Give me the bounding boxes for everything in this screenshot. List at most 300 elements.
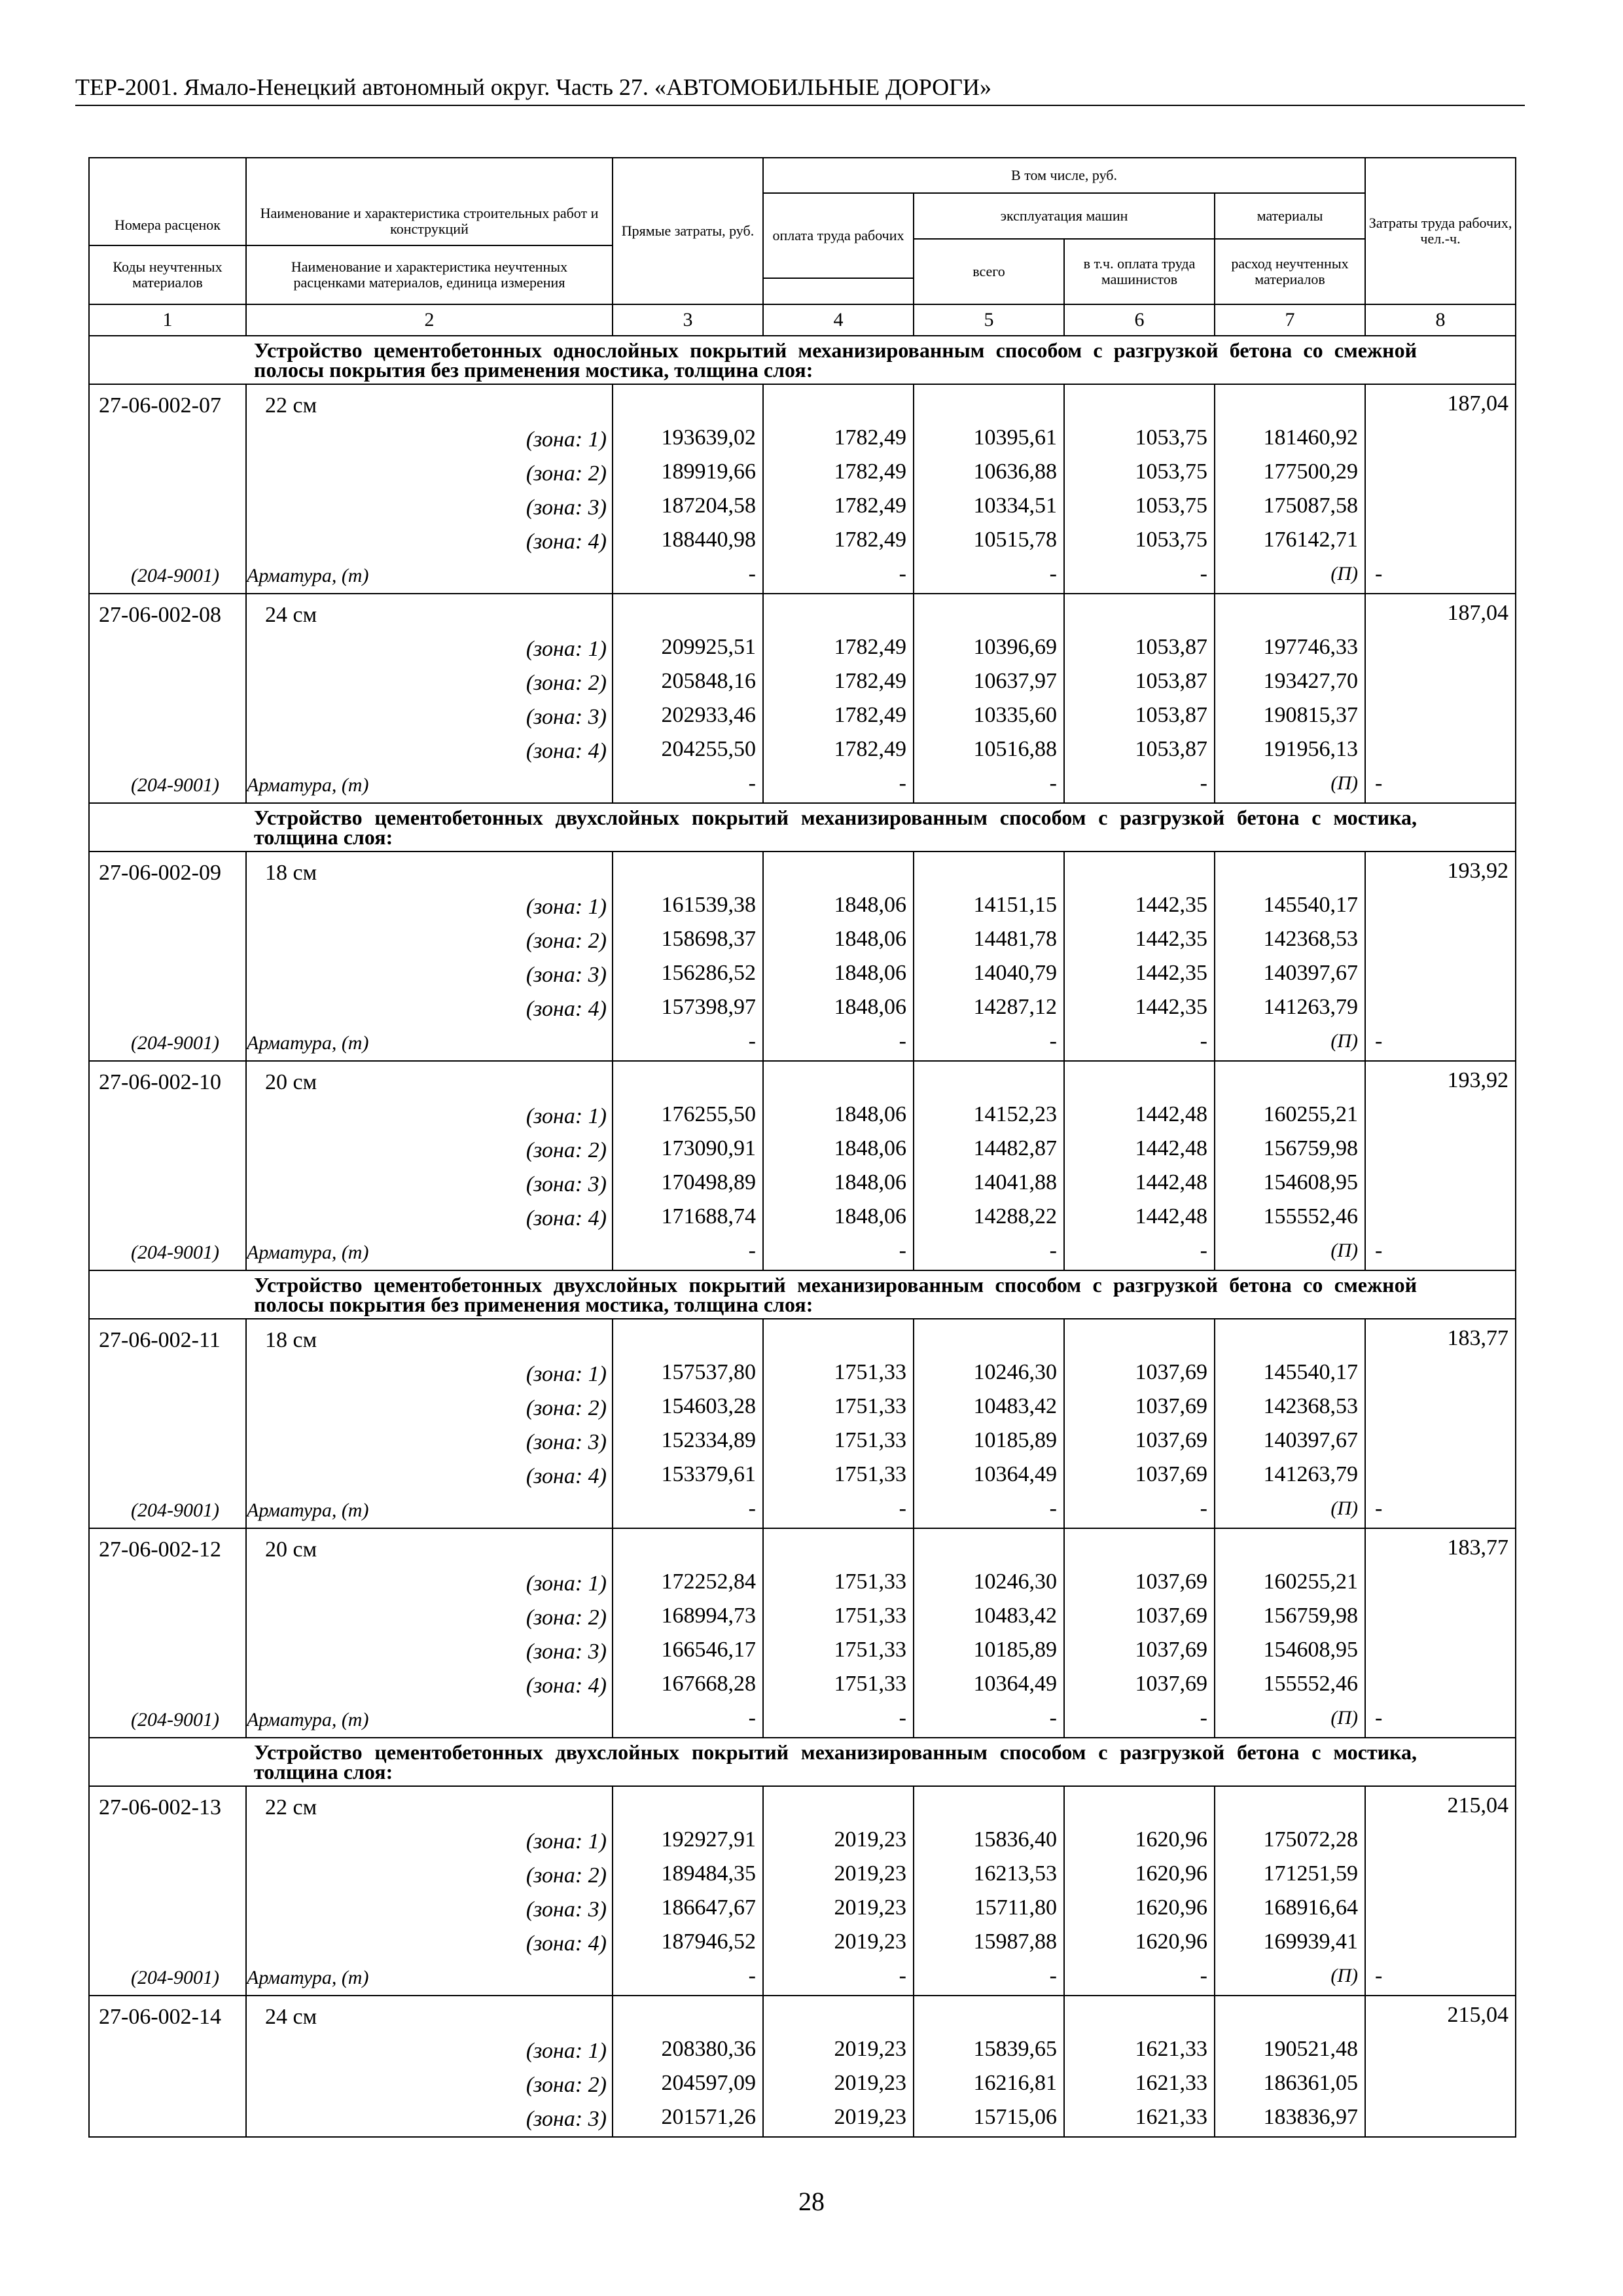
material-flag: (П) bbox=[1330, 1240, 1359, 1261]
material-dash: - bbox=[899, 1964, 906, 1988]
rate-item-col-1 bbox=[89, 1319, 246, 1528]
blank-line bbox=[90, 1893, 245, 1927]
rate-item-col-2 bbox=[246, 852, 613, 1061]
blank-line bbox=[90, 1168, 245, 1202]
value-direct: 167668,28 bbox=[661, 1672, 756, 1696]
value-mat: 177500,29 bbox=[1263, 459, 1359, 484]
rate-item-col-4 bbox=[763, 1786, 914, 1996]
rate-item-row bbox=[89, 1061, 1516, 1270]
blank-line bbox=[613, 1998, 762, 2032]
value-mach: 15839,65 bbox=[973, 2037, 1057, 2061]
value-direct: 204255,50 bbox=[661, 737, 756, 761]
value-direct: 176255,50 bbox=[661, 1102, 756, 1126]
value-mat: 141263,79 bbox=[1263, 1462, 1359, 1486]
value-mach: 10364,49 bbox=[973, 1462, 1057, 1486]
material-dash: - bbox=[899, 1496, 906, 1520]
value-mach: 10334,51 bbox=[973, 493, 1057, 518]
blank-line bbox=[613, 1064, 762, 1098]
labor-cost-value: 215,04 bbox=[1447, 1793, 1509, 1818]
value-direct: 161539,38 bbox=[661, 893, 756, 917]
rate-item-col-3 bbox=[613, 594, 763, 803]
value-mach: 10246,30 bbox=[973, 1360, 1057, 1384]
value-mach_pay: 1621,33 bbox=[1135, 2037, 1207, 2061]
value-mach_pay: 1037,69 bbox=[1135, 1672, 1207, 1696]
value-pay: 1848,06 bbox=[834, 961, 906, 985]
value-pay: 1751,33 bbox=[834, 1672, 906, 1696]
value-mach: 10246,30 bbox=[973, 1570, 1057, 1594]
section-header-row bbox=[89, 1270, 1516, 1319]
column-number: 5 bbox=[914, 304, 1064, 336]
blank-line bbox=[1366, 1667, 1515, 1701]
value-pay: 1848,06 bbox=[834, 1204, 906, 1229]
blank-line bbox=[1366, 2100, 1515, 2134]
rate-item-row bbox=[89, 1996, 1516, 2137]
value-pay: 1848,06 bbox=[834, 1170, 906, 1194]
value-mach_pay: 1053,87 bbox=[1135, 669, 1207, 693]
value-pay: 2019,23 bbox=[834, 1929, 906, 1954]
value-mach_pay: 1053,87 bbox=[1135, 703, 1207, 727]
material-code: (204-9001) bbox=[131, 565, 219, 586]
zone-label: (зона: 1) bbox=[526, 2039, 607, 2063]
material-dash: - bbox=[899, 1706, 906, 1730]
value-pay: 1751,33 bbox=[834, 1638, 906, 1662]
value-mat: 168916,64 bbox=[1263, 1895, 1359, 1920]
value-pay: 1848,06 bbox=[834, 893, 906, 917]
column-number: 8 bbox=[1365, 304, 1516, 336]
value-mach: 15715,06 bbox=[973, 2105, 1057, 2129]
value-mat: 186361,05 bbox=[1263, 2071, 1359, 2095]
blank-line bbox=[1366, 1823, 1515, 1857]
material-dash: - bbox=[1375, 1706, 1383, 1730]
page-number: 28 bbox=[798, 2187, 825, 2216]
rate-item-col-7 bbox=[1215, 1786, 1365, 1996]
zone-label: (зона: 2) bbox=[526, 1396, 607, 1420]
value-mach: 15836,40 bbox=[973, 1827, 1057, 1852]
blank-line bbox=[90, 1601, 245, 1635]
rate-item-col-2 bbox=[246, 384, 613, 594]
column-number: 3 bbox=[613, 304, 763, 336]
blank-line bbox=[90, 1567, 245, 1601]
value-mach_pay: 1442,35 bbox=[1135, 961, 1207, 985]
value-mach: 10396,69 bbox=[973, 635, 1057, 659]
material-dash: - bbox=[1049, 1029, 1057, 1053]
material-name: Арматура, (т) bbox=[247, 565, 369, 586]
column-number: 2 bbox=[246, 304, 613, 336]
value-mat: 190815,37 bbox=[1263, 703, 1359, 727]
material-dash: - bbox=[1200, 1029, 1207, 1053]
blank-line bbox=[1366, 2066, 1515, 2100]
rate-item-col-1 bbox=[89, 1061, 246, 1270]
value-mat: 156759,98 bbox=[1263, 1136, 1359, 1160]
col-direct: Прямые затраты, руб. bbox=[613, 158, 763, 304]
blank-line bbox=[914, 1064, 1063, 1098]
labor-cost-value: 215,04 bbox=[1447, 2003, 1509, 2027]
blank-line bbox=[90, 1825, 245, 1859]
value-pay: 1848,06 bbox=[834, 995, 906, 1019]
rate-item-col-4 bbox=[763, 1319, 914, 1528]
blank-line bbox=[1366, 1132, 1515, 1166]
material-dash: - bbox=[748, 1964, 756, 1988]
value-mat: 175087,58 bbox=[1263, 493, 1359, 518]
rate-item-col-2 bbox=[246, 594, 613, 803]
blank-line bbox=[90, 1859, 245, 1893]
value-mat: 183836,97 bbox=[1263, 2105, 1359, 2129]
value-mach: 10516,88 bbox=[973, 737, 1057, 761]
value-mat: 191956,13 bbox=[1263, 737, 1359, 761]
value-pay: 1782,49 bbox=[834, 528, 906, 552]
value-mach_pay: 1053,75 bbox=[1135, 493, 1207, 518]
rate-item-col-7 bbox=[1215, 852, 1365, 1061]
rate-item-col-4 bbox=[763, 1996, 914, 2137]
blank-line bbox=[1065, 387, 1214, 421]
value-mach: 16216,81 bbox=[973, 2071, 1057, 2095]
value-pay: 1782,49 bbox=[834, 703, 906, 727]
blank-line bbox=[1065, 1064, 1214, 1098]
blank-line bbox=[90, 423, 245, 457]
rate-item-col-8 bbox=[1365, 1319, 1516, 1528]
rate-code: 27-06-002-12 bbox=[99, 1537, 221, 1562]
material-flag: (П) bbox=[1330, 772, 1359, 794]
value-mat: 154608,95 bbox=[1263, 1638, 1359, 1662]
rate-code: 27-06-002-11 bbox=[99, 1328, 221, 1352]
rate-item-col-8 bbox=[1365, 1996, 1516, 2137]
material-dash: - bbox=[1375, 1964, 1383, 1988]
zone-label: (зона: 1) bbox=[526, 1571, 607, 1596]
zone-label: (зона: 1) bbox=[526, 1829, 607, 1854]
value-mat: 140397,67 bbox=[1263, 961, 1359, 985]
zone-label: (зона: 4) bbox=[526, 1464, 607, 1488]
value-mat: 155552,46 bbox=[1263, 1672, 1359, 1696]
value-direct: 157537,80 bbox=[661, 1360, 756, 1384]
material-dash: - bbox=[748, 1706, 756, 1730]
zone-label: (зона: 4) bbox=[526, 1931, 607, 1956]
value-mach_pay: 1037,69 bbox=[1135, 1394, 1207, 1418]
zone-label: (зона: 1) bbox=[526, 427, 607, 452]
rate-name: 22 см bbox=[265, 393, 317, 418]
material-flag: (П) bbox=[1330, 1965, 1359, 1986]
blank-line bbox=[613, 1789, 762, 1823]
material-dash: - bbox=[1200, 1238, 1207, 1263]
material-dash: - bbox=[748, 1238, 756, 1263]
blank-line bbox=[1366, 1424, 1515, 1458]
col-code-top: Номера расценок bbox=[89, 158, 246, 245]
value-mach: 14482,87 bbox=[973, 1136, 1057, 1160]
value-pay: 1848,06 bbox=[834, 927, 906, 951]
blank-line bbox=[1366, 888, 1515, 922]
rate-item-col-3 bbox=[613, 1319, 763, 1528]
rate-name: 24 см bbox=[265, 2005, 317, 2029]
value-mat: 181460,92 bbox=[1263, 425, 1359, 450]
zone-label: (зона: 3) bbox=[526, 495, 607, 520]
value-direct: 201571,26 bbox=[661, 2105, 756, 2129]
material-dash: - bbox=[899, 562, 906, 586]
blank-line bbox=[1366, 421, 1515, 455]
blank-line bbox=[90, 632, 245, 666]
zone-label: (зона: 1) bbox=[526, 895, 607, 919]
value-mach_pay: 1037,69 bbox=[1135, 1462, 1207, 1486]
rate-item-col-5 bbox=[914, 1996, 1064, 2137]
blank-line bbox=[1366, 1891, 1515, 1925]
value-mach_pay: 1442,48 bbox=[1135, 1170, 1207, 1194]
value-pay: 1782,49 bbox=[834, 425, 906, 450]
rates-table-wrapper bbox=[88, 157, 1515, 2138]
rate-item-col-5 bbox=[914, 594, 1064, 803]
blank-line bbox=[914, 1789, 1063, 1823]
zone-label: (зона: 1) bbox=[526, 1104, 607, 1128]
material-dash: - bbox=[1375, 1238, 1383, 1263]
material-name: Арматура, (т) bbox=[247, 774, 369, 796]
value-mach: 10483,42 bbox=[973, 1604, 1057, 1628]
rate-item-col-6 bbox=[1064, 1786, 1215, 1996]
value-mat: 175072,28 bbox=[1263, 1827, 1359, 1852]
blank-line bbox=[1366, 2032, 1515, 2066]
rate-item-col-7 bbox=[1215, 594, 1365, 803]
zone-label: (зона: 4) bbox=[526, 1206, 607, 1230]
zone-label: (зона: 2) bbox=[526, 2073, 607, 2097]
blank-line bbox=[90, 1927, 245, 1961]
blank-line bbox=[1215, 1064, 1364, 1098]
material-flag: (П) bbox=[1330, 563, 1359, 584]
blank-line bbox=[90, 525, 245, 559]
zone-label: (зона: 2) bbox=[526, 1605, 607, 1630]
value-pay: 2019,23 bbox=[834, 1861, 906, 1886]
col-machines-total: всего bbox=[914, 239, 1064, 304]
column-number: 4 bbox=[763, 304, 914, 336]
value-pay: 1782,49 bbox=[834, 459, 906, 484]
value-mach_pay: 1037,69 bbox=[1135, 1570, 1207, 1594]
value-mach: 10335,60 bbox=[973, 703, 1057, 727]
section-header-row bbox=[89, 803, 1516, 852]
blank-line bbox=[90, 457, 245, 491]
value-mach: 10483,42 bbox=[973, 1394, 1057, 1418]
blank-line bbox=[1366, 1390, 1515, 1424]
rate-item-col-3 bbox=[613, 384, 763, 594]
col-name-bottom: Наименование и характеристика неучтенных расценками материалов, единица измерения bbox=[246, 245, 613, 304]
column-numbers-row bbox=[89, 304, 1516, 336]
rate-item-col-1 bbox=[89, 852, 246, 1061]
blank-line bbox=[1215, 1789, 1364, 1823]
value-pay: 2019,23 bbox=[834, 2071, 906, 2095]
value-mat: 142368,53 bbox=[1263, 1394, 1359, 1418]
rate-item-col-7 bbox=[1215, 1319, 1365, 1528]
blank-line bbox=[613, 387, 762, 421]
blank-line bbox=[1065, 1321, 1214, 1355]
value-direct: 188440,98 bbox=[661, 528, 756, 552]
blank-line bbox=[90, 924, 245, 958]
value-mach: 10636,88 bbox=[973, 459, 1057, 484]
value-mach_pay: 1037,69 bbox=[1135, 1428, 1207, 1452]
value-direct: 171688,74 bbox=[661, 1204, 756, 1229]
blank-line bbox=[914, 1531, 1063, 1565]
value-mach: 14288,22 bbox=[973, 1204, 1057, 1229]
value-pay: 1848,06 bbox=[834, 1136, 906, 1160]
zone-label: (зона: 1) bbox=[526, 637, 607, 661]
material-dash: - bbox=[748, 771, 756, 795]
blank-line bbox=[1065, 854, 1214, 888]
blank-line bbox=[1366, 1857, 1515, 1891]
page-header: ТЕР-2001. Ямало-Ненецкий автономный округ. Часть 27. «АВТОМОБИЛЬНЫЕ ДОРОГИ» bbox=[75, 74, 991, 100]
blank-line bbox=[1366, 956, 1515, 990]
rate-code: 27-06-002-07 bbox=[99, 393, 221, 418]
blank-line bbox=[914, 854, 1063, 888]
value-mach_pay: 1442,35 bbox=[1135, 995, 1207, 1019]
blank-line bbox=[90, 666, 245, 700]
value-direct: 168994,73 bbox=[661, 1604, 756, 1628]
zone-label: (зона: 2) bbox=[526, 1863, 607, 1888]
col-labor-cost: Затраты труда рабочих, чел.-ч. bbox=[1365, 158, 1516, 304]
material-dash: - bbox=[1375, 771, 1383, 795]
zone-label: (зона: 3) bbox=[526, 1430, 607, 1454]
rate-name: 20 см bbox=[265, 1537, 317, 1562]
material-name: Арматура, (т) bbox=[247, 1499, 369, 1521]
zone-label: (зона: 3) bbox=[526, 705, 607, 729]
value-direct: 204597,09 bbox=[661, 2071, 756, 2095]
value-direct: 209925,51 bbox=[661, 635, 756, 659]
blank-line bbox=[90, 734, 245, 768]
material-dash: - bbox=[1049, 1496, 1057, 1520]
section-blank-cell bbox=[89, 336, 246, 384]
rate-item-col-4 bbox=[763, 384, 914, 594]
blank-line bbox=[914, 1998, 1063, 2032]
blank-line bbox=[1366, 455, 1515, 489]
blank-line bbox=[90, 992, 245, 1026]
rate-item-col-8 bbox=[1365, 594, 1516, 803]
rate-item-row bbox=[89, 384, 1516, 594]
material-dash: - bbox=[1200, 1706, 1207, 1730]
rate-item-col-5 bbox=[914, 852, 1064, 1061]
rate-item-col-6 bbox=[1064, 1061, 1215, 1270]
value-mach_pay: 1053,87 bbox=[1135, 737, 1207, 761]
rate-item-col-8 bbox=[1365, 1528, 1516, 1738]
blank-line bbox=[90, 1391, 245, 1426]
blank-line bbox=[764, 1531, 913, 1565]
rate-item-col-8 bbox=[1365, 384, 1516, 594]
blank-line bbox=[1366, 664, 1515, 698]
value-direct: 187946,52 bbox=[661, 1929, 756, 1954]
value-mach: 10185,89 bbox=[973, 1638, 1057, 1662]
blank-line bbox=[90, 1100, 245, 1134]
value-mat: 142368,53 bbox=[1263, 927, 1359, 951]
value-pay: 1751,33 bbox=[834, 1462, 906, 1486]
blank-line bbox=[613, 596, 762, 630]
rate-item-row bbox=[89, 594, 1516, 803]
section-title: Устройство цементобетонных двухслойных покрытий механизированным способом с разгрузкой бетона со смежной полосы покрытия без применения мостика, толщина слоя: bbox=[246, 1270, 1516, 1319]
material-dash: - bbox=[1049, 562, 1057, 586]
rate-item-col-4 bbox=[763, 1061, 914, 1270]
value-mat: 140397,67 bbox=[1263, 1428, 1359, 1452]
rate-item-col-1 bbox=[89, 1786, 246, 1996]
rate-item-col-7 bbox=[1215, 1061, 1365, 1270]
material-dash: - bbox=[748, 562, 756, 586]
zone-label: (зона: 2) bbox=[526, 929, 607, 953]
section-title: Устройство цементобетонных двухслойных покрытий механизированным способом с разгрузкой бетона с мостика, толщина слоя: bbox=[246, 1738, 1516, 1786]
blank-line bbox=[1215, 387, 1364, 421]
blank-line bbox=[90, 2068, 245, 2102]
labor-cost-value: 187,04 bbox=[1447, 391, 1509, 416]
section-header-row bbox=[89, 336, 1516, 384]
blank-line bbox=[90, 2034, 245, 2068]
zone-label: (зона: 3) bbox=[526, 1640, 607, 1664]
rate-item-col-6 bbox=[1064, 852, 1215, 1061]
value-mach: 10515,78 bbox=[973, 528, 1057, 552]
value-pay: 2019,23 bbox=[834, 1895, 906, 1920]
blank-line bbox=[764, 1998, 913, 2032]
value-mat: 176142,71 bbox=[1263, 528, 1359, 552]
value-direct: 208380,36 bbox=[661, 2037, 756, 2061]
value-mat: 145540,17 bbox=[1263, 1360, 1359, 1384]
blank-line bbox=[90, 491, 245, 525]
rate-item-row bbox=[89, 1319, 1516, 1528]
rate-item-col-2 bbox=[246, 1786, 613, 1996]
rate-name: 18 см bbox=[265, 861, 317, 885]
rate-code: 27-06-002-13 bbox=[99, 1795, 221, 1820]
rate-item-col-6 bbox=[1064, 1319, 1215, 1528]
material-name: Арматура, (т) bbox=[247, 1242, 369, 1263]
labor-cost-value: 183,77 bbox=[1447, 1535, 1509, 1560]
rates-table bbox=[88, 157, 1516, 2138]
value-pay: 1751,33 bbox=[834, 1394, 906, 1418]
material-flag: (П) bbox=[1330, 1030, 1359, 1052]
blank-line bbox=[1366, 523, 1515, 557]
value-mach_pay: 1037,69 bbox=[1135, 1638, 1207, 1662]
material-dash: - bbox=[1375, 1029, 1383, 1053]
blank-line bbox=[613, 854, 762, 888]
rate-item-row bbox=[89, 1786, 1516, 1996]
material-dash: - bbox=[1375, 562, 1383, 586]
blank-line bbox=[1215, 854, 1364, 888]
material-dash: - bbox=[748, 1496, 756, 1520]
value-mach_pay: 1442,48 bbox=[1135, 1136, 1207, 1160]
blank-line bbox=[1065, 1998, 1214, 2032]
rate-item-col-3 bbox=[613, 1996, 763, 2137]
blank-line bbox=[90, 700, 245, 734]
rate-code: 27-06-002-10 bbox=[99, 1070, 221, 1094]
col-machines-labor: в т.ч. оплата труда машинистов bbox=[1064, 239, 1215, 304]
section-blank-cell bbox=[89, 1270, 246, 1319]
material-name: Арматура, (т) bbox=[247, 1709, 369, 1731]
blank-line bbox=[90, 1669, 245, 1703]
value-pay: 1782,49 bbox=[834, 669, 906, 693]
rate-item-col-5 bbox=[914, 1786, 1064, 1996]
blank-line bbox=[90, 1357, 245, 1391]
value-mach_pay: 1442,48 bbox=[1135, 1102, 1207, 1126]
value-mach_pay: 1053,87 bbox=[1135, 635, 1207, 659]
rate-item-col-3 bbox=[613, 1528, 763, 1738]
value-mach: 14040,79 bbox=[973, 961, 1057, 985]
section-blank-cell bbox=[89, 1738, 246, 1786]
blank-line bbox=[764, 1064, 913, 1098]
value-direct: 193639,02 bbox=[661, 425, 756, 450]
value-mach_pay: 1037,69 bbox=[1135, 1360, 1207, 1384]
rate-item-col-7 bbox=[1215, 1996, 1365, 2137]
material-dash: - bbox=[1049, 1238, 1057, 1263]
rate-item-col-8 bbox=[1365, 1786, 1516, 1996]
blank-line bbox=[1366, 1599, 1515, 1633]
blank-line bbox=[914, 1321, 1063, 1355]
zone-label: (зона: 1) bbox=[526, 1362, 607, 1386]
labor-cost-value: 193,92 bbox=[1447, 1068, 1509, 1092]
value-mach: 14287,12 bbox=[973, 995, 1057, 1019]
section-blank-cell bbox=[89, 803, 246, 852]
value-mat: 156759,98 bbox=[1263, 1604, 1359, 1628]
value-mach_pay: 1442,48 bbox=[1135, 1204, 1207, 1229]
value-mat: 154608,95 bbox=[1263, 1170, 1359, 1194]
col-materials-uncounted: расход неучтенных материалов bbox=[1215, 239, 1365, 304]
value-mat: 141263,79 bbox=[1263, 995, 1359, 1019]
section-title: Устройство цементобетонных двухслойных покрытий механизированным способом с разгрузкой бетона с мостика, толщина слоя: bbox=[246, 803, 1516, 852]
material-dash: - bbox=[748, 1029, 756, 1053]
value-mat: 190521,48 bbox=[1263, 2037, 1359, 2061]
